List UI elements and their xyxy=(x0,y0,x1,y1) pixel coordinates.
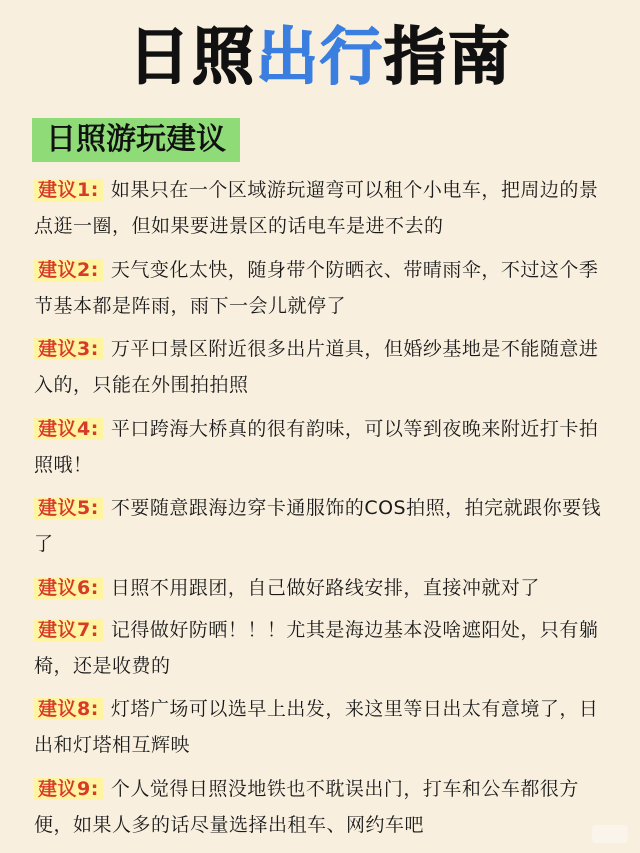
tip-label: 建议4: xyxy=(34,418,103,440)
tip-label: 建议3: xyxy=(34,338,103,360)
watermark-badge xyxy=(592,825,628,843)
tip-item xyxy=(34,490,614,570)
tip-text: 平口跨海大桥真的很有韵味，可以等到夜晚来附近打卡拍照哦！ xyxy=(34,417,599,476)
tip-item xyxy=(34,172,614,252)
tip-item xyxy=(34,411,614,491)
tip-label: 建议1: xyxy=(34,179,103,201)
page-title xyxy=(0,14,640,100)
tip-label: 建议2: xyxy=(34,259,103,281)
tip-label: 建议8: xyxy=(34,698,103,720)
title-part-3: 指南 xyxy=(384,20,513,93)
title-part-1: 日照 xyxy=(127,20,256,93)
tip-label: 建议7: xyxy=(34,619,103,641)
tip-text: 天气变化太快，随身带个防晒衣、带晴雨伞，不过这个季节基本都是阵雨，雨下一会儿就停了 xyxy=(34,258,599,317)
tip-text: 如果只在一个区域游玩遛弯可以租个小电车，把周边的景点逛一圈，但如果要进景区的话电车是进不去的 xyxy=(34,179,599,237)
tip-item xyxy=(34,691,614,771)
section-heading: 日照游玩建议 xyxy=(32,118,240,162)
tip-item xyxy=(34,331,614,411)
tips-list xyxy=(34,172,614,850)
tip-text: 不要随意跟海边穿卡通服饰的COS拍照，拍完就跟你要钱了 xyxy=(34,497,602,555)
tip-item xyxy=(34,570,614,612)
tip-item xyxy=(34,612,614,692)
tip-text: 灯塔广场可以选早上出发，来这里等日出太有意境了，日出和灯塔相互辉映 xyxy=(34,698,599,756)
tip-item xyxy=(34,252,614,332)
tip-label: 建议5: xyxy=(34,497,103,519)
tip-label: 建议6: xyxy=(34,577,103,599)
tip-text: 个人觉得日照没地铁也不耽误出门，打车和公车都很方便，如果人多的话尽量选择出租车、网约车吧 xyxy=(34,777,579,836)
tip-label: 建议9: xyxy=(34,778,103,800)
tip-text: 万平口景区附近很多出片道具，但婚纱基地是不能随意进入的，只能在外围拍拍照 xyxy=(34,338,599,396)
tip-item xyxy=(34,771,614,851)
tip-text: 日照不用跟团，自己做好路线安排，直接冲就对了 xyxy=(110,576,540,599)
tip-text: 记得做好防晒！！！尤其是海边基本没啥遮阳处，只有躺椅，还是收费的 xyxy=(34,618,599,677)
title-part-2-highlight: 出行 xyxy=(255,20,384,93)
